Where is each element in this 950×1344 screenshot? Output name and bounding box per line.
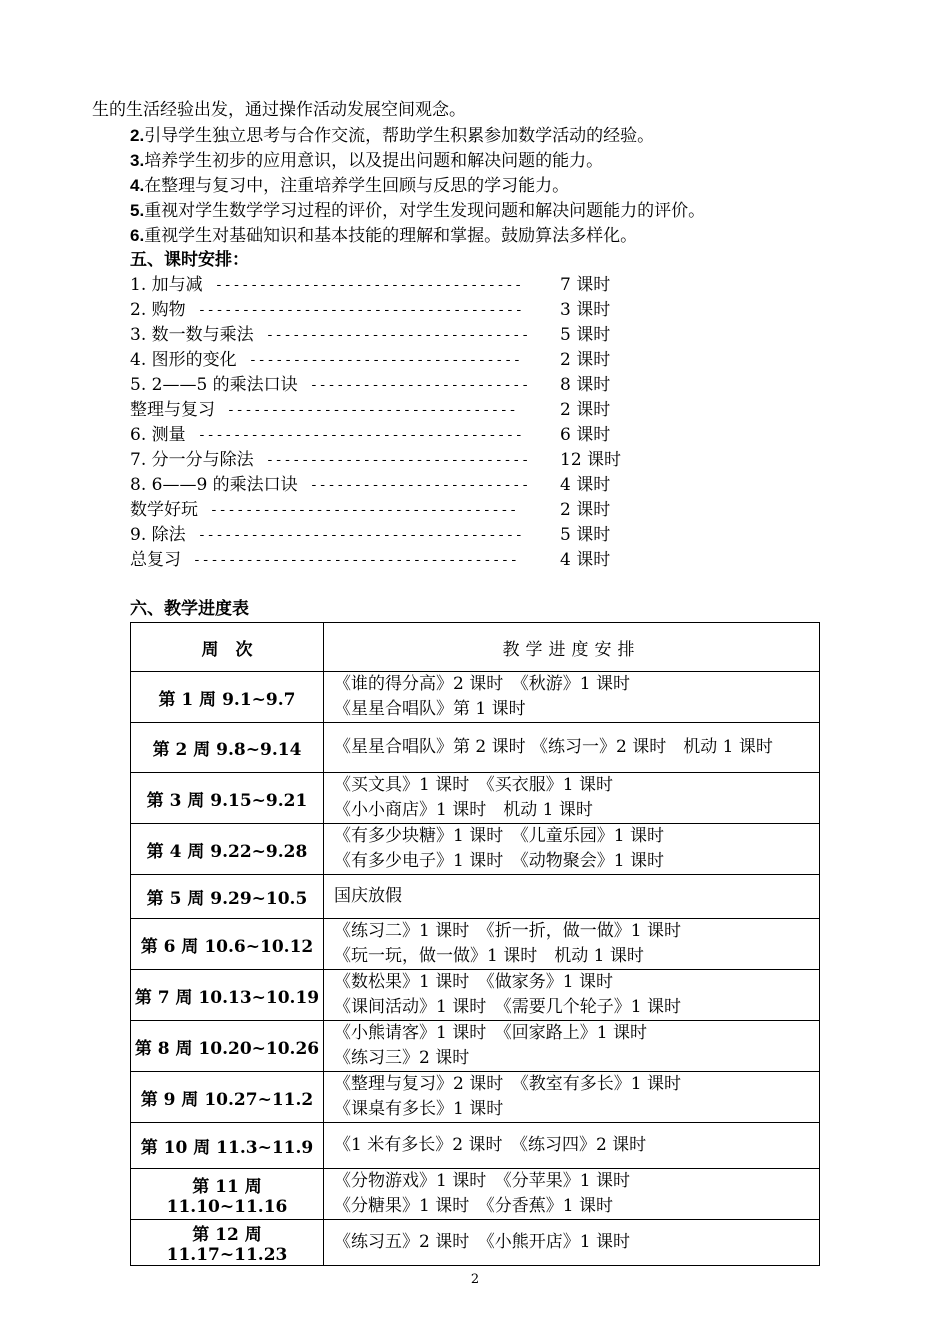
plan-line: 《谁的得分高》2 课时 《秋游》1 课时 <box>334 674 630 694</box>
schedule-unit-name: 7. 分一分与除法 <box>130 450 254 470</box>
schedule-leader-dashes: ------------------------------------- <box>193 553 519 568</box>
plan-line: 《练习二》1 课时 《折一折，做一做》1 课时 <box>334 921 681 941</box>
schedule-item <box>130 273 630 298</box>
goal-text: 引导学生独立思考与合作交流，帮助学生积累参加数学活动的经验。 <box>144 126 655 146</box>
schedule-hours: 12 课时 <box>560 450 622 470</box>
schedule-leader-dashes: ------------------------- <box>310 478 531 493</box>
schedule-item <box>130 473 630 498</box>
schedule-item <box>130 448 630 473</box>
plan-line: 《星星合唱队》第 2 课时 《练习一》2 课时 机动 1 课时 <box>334 737 773 757</box>
schedule-unit-name: 1. 加与减 <box>130 275 203 295</box>
schedule-hours: 4 课时 <box>560 550 611 570</box>
plan-cell <box>324 1072 820 1123</box>
week-cell: 第 6 周 10.6~10.12 <box>131 919 324 970</box>
plan-cell <box>324 723 820 773</box>
table-header-row <box>131 623 820 672</box>
schedule-item <box>130 548 630 573</box>
plan-line: 《有多少块糖》1 课时 《儿童乐园》1 课时 <box>334 826 664 846</box>
schedule-unit-name: 整理与复习 <box>130 400 215 420</box>
plan-cell <box>324 1220 820 1266</box>
schedule-unit-name: 总复习 <box>130 550 181 570</box>
schedule-unit-name: 2. 购物 <box>130 300 186 320</box>
schedule-unit-name: 4. 图形的变化 <box>130 350 237 370</box>
goal-text: 重视对学生数学学习过程的评价，对学生发现问题和解决问题能力的评价。 <box>144 201 706 221</box>
plan-line: 《分物游戏》1 课时 《分苹果》1 课时 <box>334 1171 630 1191</box>
section6-heading: 六、教学进度表 <box>130 599 249 619</box>
plan-cell <box>324 919 820 970</box>
week-cell: 第 9 周 10.27~11.2 <box>131 1072 324 1123</box>
week-cell: 第 2 周 9.8~9.14 <box>131 723 324 773</box>
goal-number: 2. <box>130 126 145 145</box>
goal-item <box>130 223 637 249</box>
plan-line: 《课桌有多长》1 课时 <box>334 1099 504 1119</box>
plan-cell <box>324 1169 820 1220</box>
schedule-unit-name: 5. 2——5 的乘法口诀 <box>130 375 298 395</box>
table-row <box>131 970 820 1021</box>
goal-text: 在整理与复习中，注重培养学生回顾与反思的学习能力。 <box>144 176 570 196</box>
goal-text: 重视学生对基础知识和基本技能的理解和掌握。鼓励算法多样化。 <box>144 226 638 246</box>
schedule-item <box>130 348 630 373</box>
goal-text: 培养学生初步的应用意识，以及提出问题和解决问题的能力。 <box>144 151 604 171</box>
schedule-leader-dashes: ------------------------------ <box>266 328 531 343</box>
plan-line: 《小小商店》1 课时 机动 1 课时 <box>334 800 593 820</box>
plan-cell <box>324 1123 820 1169</box>
table-row <box>131 1072 820 1123</box>
schedule-unit-name: 8. 6——9 的乘法口诀 <box>130 475 298 495</box>
schedule-item <box>130 523 630 548</box>
goal-item <box>130 173 569 199</box>
plan-line: 《数松果》1 课时 《做家务》1 课时 <box>334 972 613 992</box>
week-cell: 第 5 周 9.29~10.5 <box>131 875 324 919</box>
goal-number: 5. <box>130 201 145 220</box>
plan-cell <box>324 672 820 723</box>
plan-line: 《玩一玩，做一做》1 课时 机动 1 课时 <box>334 946 644 966</box>
schedule-leader-dashes: ----------------------------------- <box>210 503 519 518</box>
schedule-hours: 3 课时 <box>560 300 611 320</box>
schedule-item <box>130 323 630 348</box>
schedule-hours: 5 课时 <box>560 325 611 345</box>
schedule-leader-dashes: ------------------------- <box>310 378 531 393</box>
week-cell: 第 3 周 9.15~9.21 <box>131 773 324 824</box>
plan-cell <box>324 824 820 875</box>
section5-heading: 五、课时安排： <box>130 250 249 270</box>
plan-cell <box>324 773 820 824</box>
schedule-hours: 4 课时 <box>560 475 611 495</box>
plan-line: 《小熊请客》1 课时 《回家路上》1 课时 <box>334 1023 647 1043</box>
week-cell: 第 7 周 10.13~10.19 <box>131 970 324 1021</box>
schedule-leader-dashes: ------------------------------------- <box>198 528 524 543</box>
goal-number: 3. <box>130 151 145 170</box>
schedule-hours: 2 课时 <box>560 350 611 370</box>
schedule-hours: 2 课时 <box>560 500 611 520</box>
table-row <box>131 1169 820 1220</box>
schedule-hours: 8 课时 <box>560 375 611 395</box>
schedule-unit-name: 9. 除法 <box>130 525 186 545</box>
table-row <box>131 1021 820 1072</box>
table-row <box>131 1123 820 1169</box>
schedule-leader-dashes: ------------------------------------- <box>198 303 524 318</box>
week-cell: 第 10 周 11.3~11.9 <box>131 1123 324 1169</box>
plan-line: 《整理与复习》2 课时 《教室有多长》1 课时 <box>334 1074 681 1094</box>
table-row <box>131 875 820 919</box>
plan-line: 国庆放假 <box>334 886 402 906</box>
schedule-item <box>130 423 630 448</box>
table-row <box>131 672 820 723</box>
plan-line: 《星星合唱队》第 1 课时 <box>334 699 526 719</box>
plan-line: 《1 米有多长》2 课时 《练习四》2 课时 <box>334 1135 647 1155</box>
schedule-leader-dashes: ------------------------------------- <box>198 428 524 443</box>
header-plan: 教学进度安排 <box>324 623 820 672</box>
goal-item <box>130 123 654 149</box>
schedule-unit-name: 6. 测量 <box>130 425 186 445</box>
plan-line: 《分糖果》1 课时 《分香蕉》1 课时 <box>334 1196 613 1216</box>
week-cell: 第 11 周 11.10~11.16 <box>131 1169 324 1220</box>
goal-item <box>130 148 603 174</box>
schedule-leader-dashes: --------------------------------- <box>227 403 518 418</box>
table-row <box>131 824 820 875</box>
schedule-leader-dashes: ------------------------------- <box>249 353 522 368</box>
schedule-unit-name: 3. 数一数与乘法 <box>130 325 254 345</box>
week-cell: 第 1 周 9.1~9.7 <box>131 672 324 723</box>
goal-number: 4. <box>130 176 145 195</box>
schedule-item <box>130 298 630 323</box>
plan-cell <box>324 1021 820 1072</box>
table-row <box>131 919 820 970</box>
table-row <box>131 1220 820 1266</box>
plan-line: 《课间活动》1 课时 《需要几个轮子》1 课时 <box>334 997 681 1017</box>
goal-number: 6. <box>130 226 145 245</box>
intro-line: 生的生活经验出发，通过操作活动发展空间观念。 <box>92 100 466 120</box>
plan-cell <box>324 875 820 919</box>
schedule-item <box>130 398 630 423</box>
progress-table <box>130 622 820 1266</box>
plan-cell <box>324 970 820 1021</box>
week-cell: 第 12 周 11.17~11.23 <box>131 1220 324 1266</box>
week-cell: 第 4 周 9.22~9.28 <box>131 824 324 875</box>
schedule-leader-dashes: ------------------------------ <box>266 453 531 468</box>
schedule-hours: 5 课时 <box>560 525 611 545</box>
table-row <box>131 723 820 773</box>
table-row <box>131 773 820 824</box>
schedule-hours: 2 课时 <box>560 400 611 420</box>
plan-line: 《练习五》2 课时 《小熊开店》1 课时 <box>334 1232 630 1252</box>
goal-item <box>130 198 705 224</box>
schedule-hours: 7 课时 <box>560 275 611 295</box>
week-cell: 第 8 周 10.20~10.26 <box>131 1021 324 1072</box>
plan-line: 《练习三》2 课时 <box>334 1048 470 1068</box>
schedule-unit-name: 数学好玩 <box>130 500 198 520</box>
plan-line: 《买文具》1 课时 《买衣服》1 课时 <box>334 775 613 795</box>
schedule-leader-dashes: ----------------------------------- <box>215 278 524 293</box>
header-week: 周 次 <box>131 623 324 672</box>
schedule-item <box>130 373 630 398</box>
schedule-hours: 6 课时 <box>560 425 611 445</box>
schedule-item <box>130 498 630 523</box>
plan-line: 《有多少电子》1 课时 《动物聚会》1 课时 <box>334 851 664 871</box>
page-number: 2 <box>470 1272 480 1287</box>
